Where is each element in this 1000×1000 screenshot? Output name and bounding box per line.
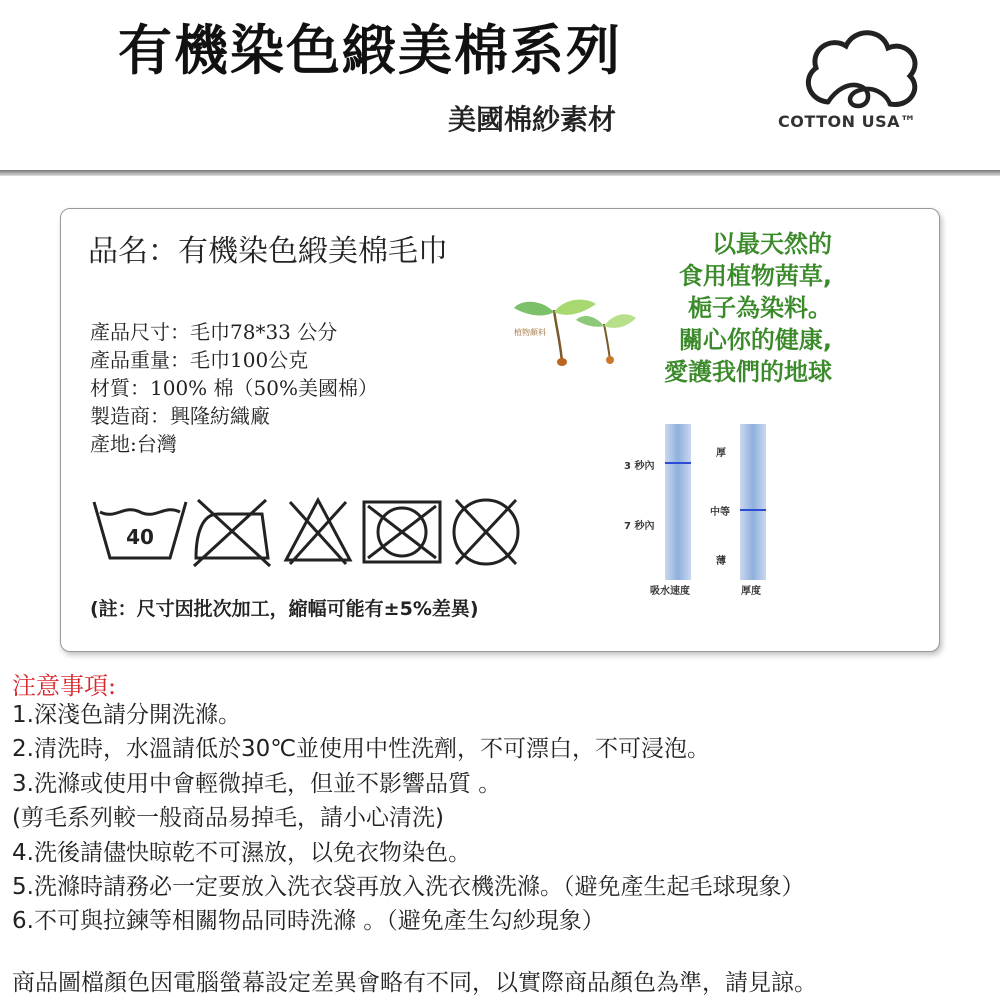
cotton-usa-label: COTTON USA™ xyxy=(778,112,917,131)
speed-label-3s: 3 秒內 xyxy=(624,461,655,472)
header-divider xyxy=(0,170,1000,176)
product-name: 品名：有機染色緞美棉毛巾 xyxy=(88,234,448,269)
no-iron-icon xyxy=(194,500,270,566)
no-tumble-dry-icon xyxy=(364,502,440,562)
no-bleach-icon xyxy=(286,500,350,564)
size-note: (註：尺寸因批次加工，縮幅可能有±5%差異) xyxy=(90,598,479,620)
caution-item: 3.洗滌或使用中會輕微掉毛，但並不影響品質 。 xyxy=(12,770,502,797)
color-disclaimer: 商品圖檔顏色因電腦螢幕設定差異會略有不同，以實際商品顏色為準，請見諒。 xyxy=(12,970,817,996)
eco-slogan-line: 梔子為染料。 xyxy=(688,294,832,322)
page-title: 有機染色緞美棉系列 xyxy=(118,19,622,82)
caution-item: 2.清洗時，水溫請低於30℃並使用中性洗劑，不可漂白，不可浸泡。 xyxy=(12,736,711,763)
caution-item: 1.深淺色請分開洗滌。 xyxy=(12,702,241,728)
page-subtitle: 美國棉紗素材 xyxy=(448,103,617,136)
eco-slogan-line: 愛護我們的地球 xyxy=(664,358,832,386)
care-icons xyxy=(90,490,530,570)
thickness-marker xyxy=(740,509,766,511)
caution-title: 注意事項: xyxy=(12,672,117,700)
thickness-axis-label: 厚度 xyxy=(741,586,761,597)
thickness-label-thin: 薄 xyxy=(716,556,726,567)
product-specs xyxy=(90,318,378,458)
eco-slogan-line: 關心你的健康, xyxy=(678,326,832,354)
caution-item: 5.洗滌時請務必一定要放入洗衣袋再放入洗衣機洗滌。（避免產生起毛球現象） xyxy=(12,874,805,901)
wash-temp: 40 xyxy=(126,525,154,549)
eco-slogan xyxy=(636,228,832,388)
plant-dye-label: 植物顏料 xyxy=(514,328,546,337)
spec-material: 材質：100% 棉（50%美國棉） xyxy=(90,376,378,400)
no-dry-clean-icon xyxy=(454,500,518,564)
thickness-bar xyxy=(740,424,766,580)
speed-axis-label: 吸水速度 xyxy=(650,586,690,597)
caution-item: (剪毛系列較一般商品易掉毛，請小心清洗) xyxy=(12,805,444,832)
caution-list xyxy=(12,698,804,939)
spec-size: 產品尺寸：毛巾78*33 公分 xyxy=(90,320,338,344)
spec-origin: 產地:台灣 xyxy=(90,432,177,456)
spec-weight: 產品重量：毛巾100公克 xyxy=(90,348,309,372)
thickness-label-medium: 中等 xyxy=(710,507,730,518)
speed-label-7s: 7 秒內 xyxy=(624,521,655,532)
wash-40-icon xyxy=(94,502,186,558)
spec-manufacturer: 製造商：興隆紡織廠 xyxy=(90,404,270,428)
absorption-speed-marker xyxy=(665,462,691,464)
thickness-label-thick: 厚 xyxy=(716,448,726,459)
caution-item: 4.洗後請儘快晾乾不可濕放，以免衣物染色。 xyxy=(12,839,471,866)
caution-item: 6.不可與拉鍊等相關物品同時洗滌 。（避免產生勾紗現象） xyxy=(12,908,605,935)
eco-slogan-line: 以最天然的 xyxy=(712,230,832,258)
absorption-speed-bar xyxy=(665,424,691,580)
eco-slogan-line: 食用植物茜草, xyxy=(678,262,832,290)
